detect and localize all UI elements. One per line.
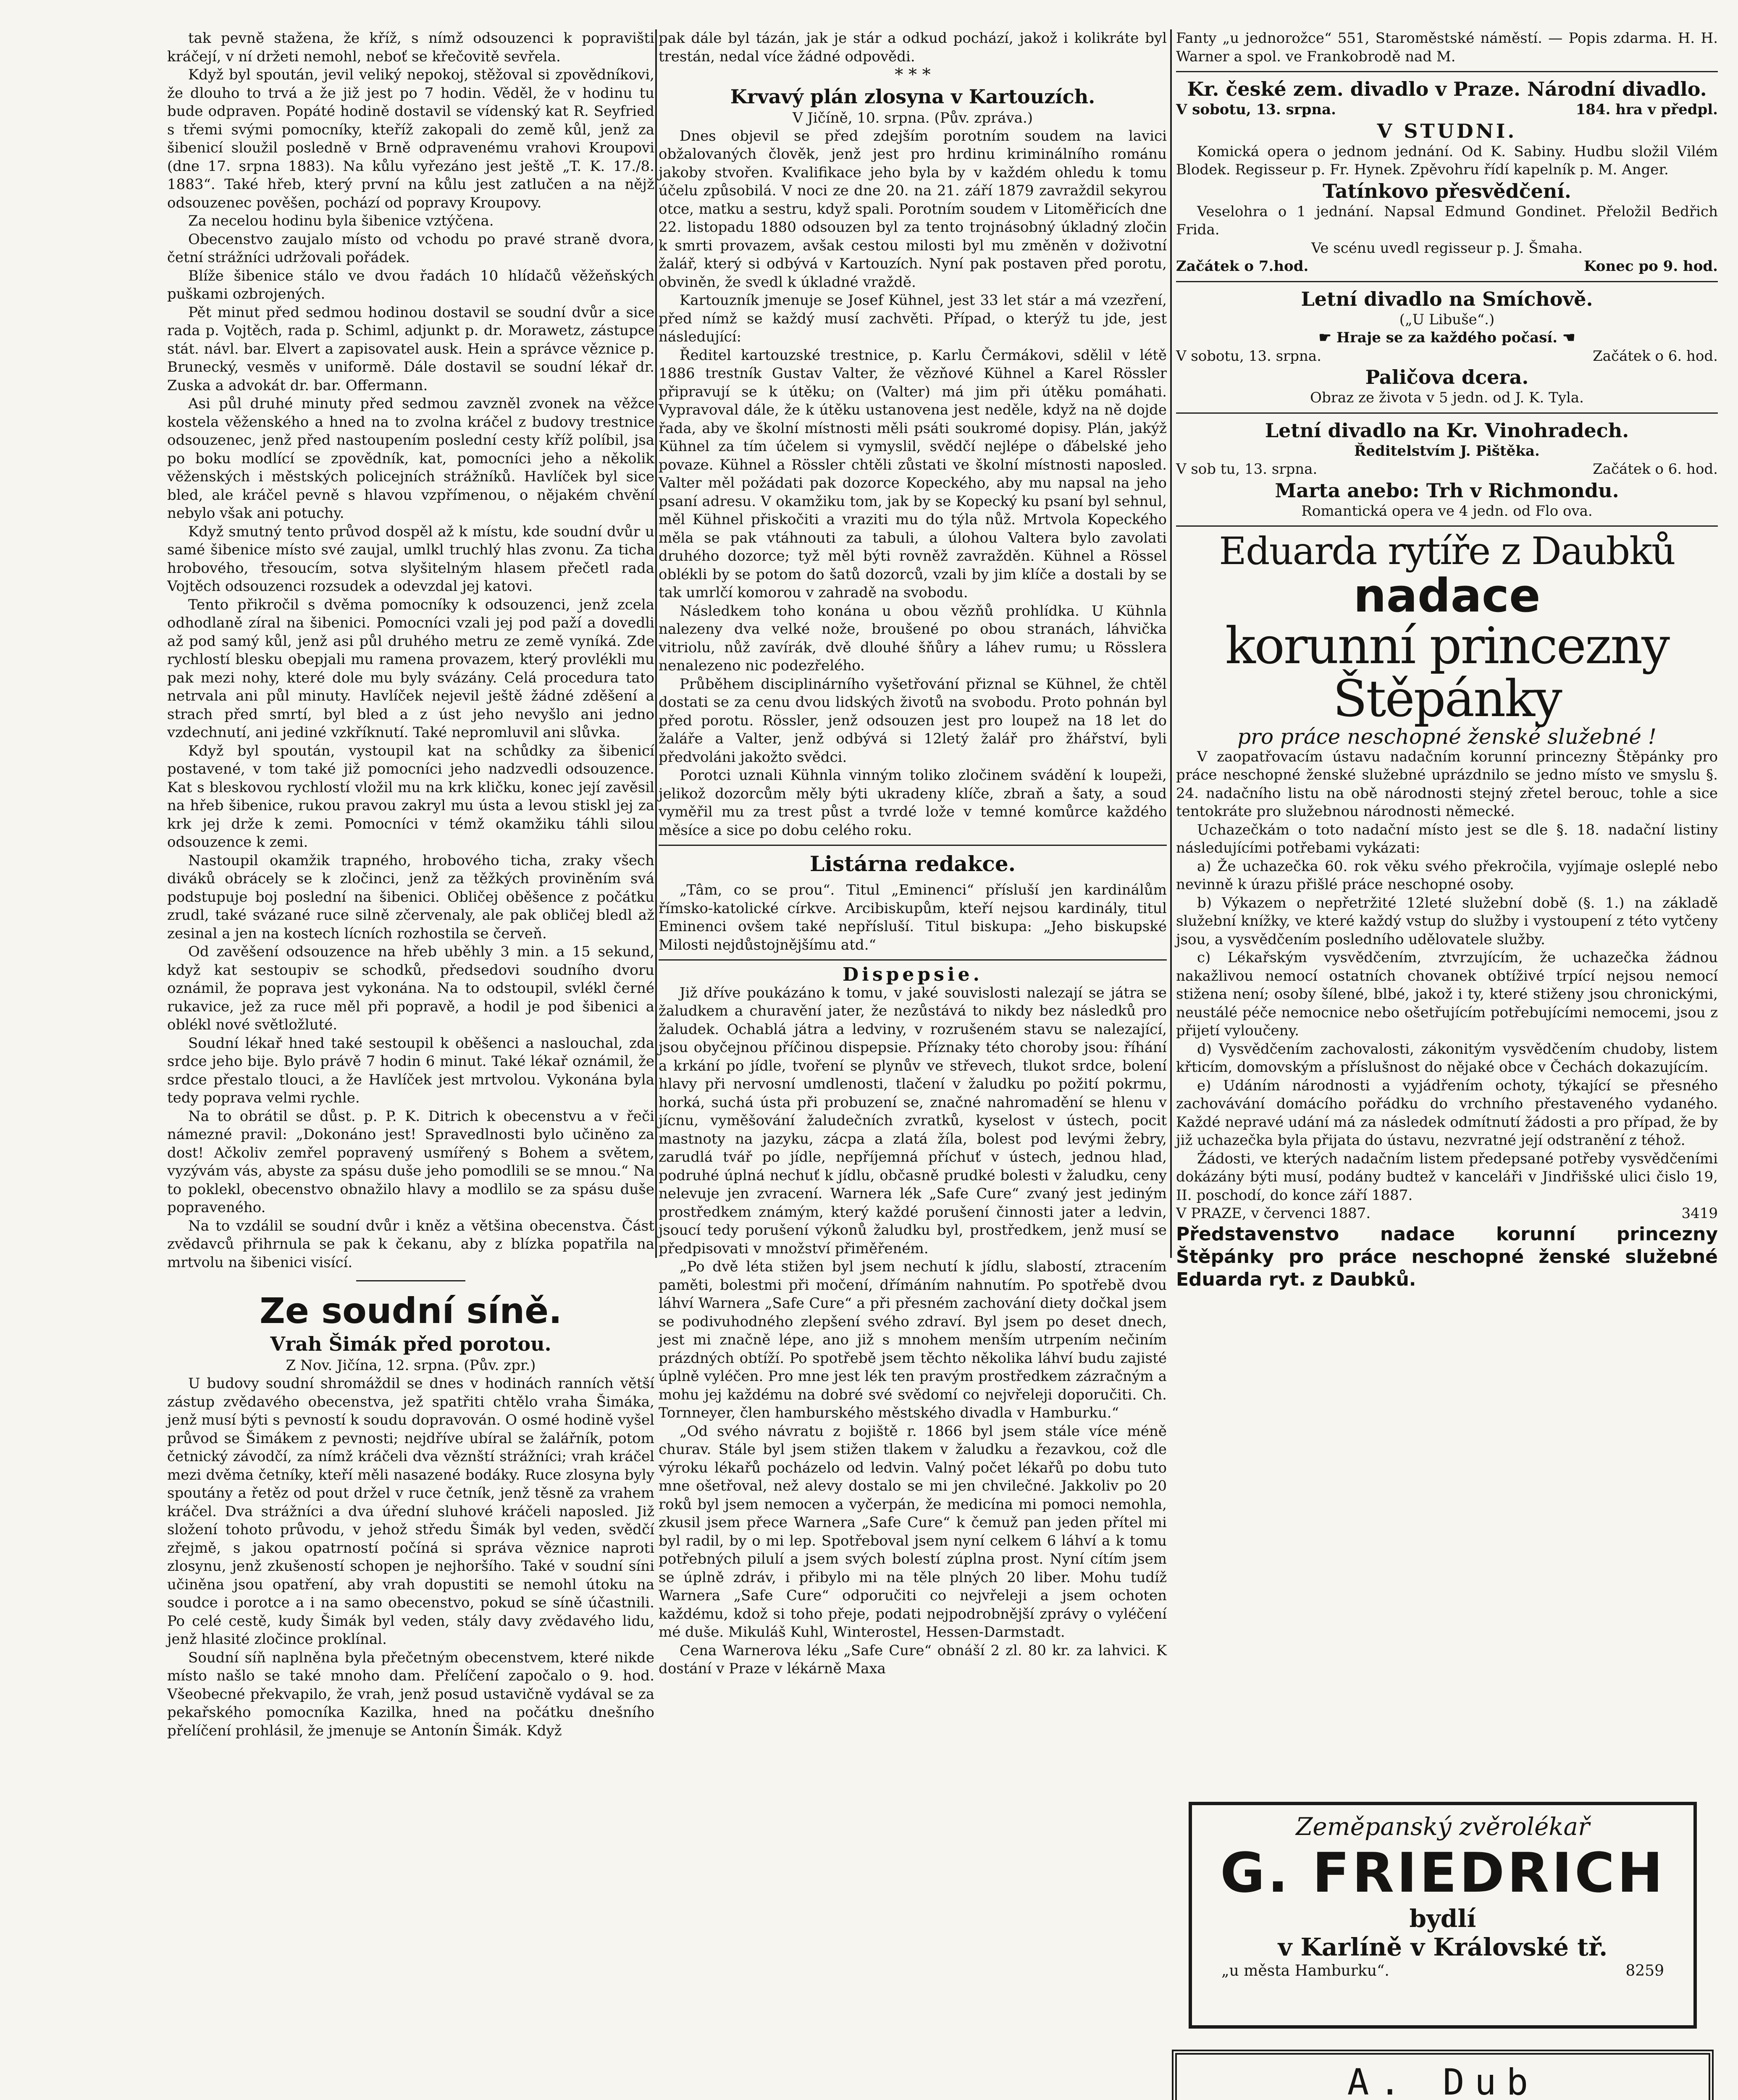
place-date: V PRAZE, v červenci 1887. <box>1176 1205 1371 1222</box>
advert-line-2: v Karlíně v Královské tř. <box>1278 1933 1608 1961</box>
top-text: Fanty „u jednorožce“ 551, Staroměstské náměstí. — Popis zdarma. H. H. Warner a spol. ve Frankobrodě nad M. <box>1176 30 1718 65</box>
paragraph: Soudní síň naplněna byla přečetným obecenstvem, které nikde místo našlo se také mnoho dam. Přelíčení započalo o 9. hod. Všeobecné překvapilo, že vrah, jenž posud ustavičně vydával se za pekařského pomocníka Kazilka, hned na počátku dnešního přelíčení prohlásil, že jmenuje se Antonín Šimák. Když <box>167 1649 654 1739</box>
theatre-times <box>1176 257 1718 276</box>
paragraph: Porotci uznali Kühnla vinným toliko zločinem svádění k loupeži, jelikož dozorcům měly býti ukradeny klíče, zbraň a šaty, a soud vyměřil mu za trest půst a tvrdé lože v temné komůrce každého měsíce a sice po dobu celého roku. <box>659 767 1167 839</box>
column-rule <box>1170 29 1172 1258</box>
list-item: d) Vysvědčením zachovalosti, zákonitým vysvědčením chudoby, listem křticím, domovským a příslušnost do nějaké obce v Čechách dokazujícím. <box>1176 1040 1718 1076</box>
play-title-2: Tatínkovo přesvědčení. <box>1323 179 1571 202</box>
list-item: a) Že uchazečka 60. rok věku svého překročila, vyjímaje osleplé nebo nevinně k úrazu přišlé práce neschopné osoby. <box>1176 858 1718 893</box>
end-time: Konec po 9. hod. <box>1584 258 1718 275</box>
dub-advert <box>1172 2050 1714 2100</box>
listarna-title: Listárna redakce. <box>809 851 1016 876</box>
paragraph: Za necelou hodinu byla šibenice vztýčena. <box>188 213 494 229</box>
play-title-3: Paličova dcera. <box>1365 366 1529 388</box>
article-title: Krvavý plán zlosyna v Kartouzích. <box>730 85 1095 108</box>
theatre2-start: Začátek o 6. hod. <box>1593 347 1718 365</box>
divider <box>356 1280 465 1281</box>
paragraph: U budovy soudní shromáždil se dnes v hodinách ranních větší zástup zvědavého obecenstva, jež spatřiti chtělo vraha Šimáka, jenž musí býti s pevností k soudu dopravován. O osmé hodině vyšel průvod se Šimákem z pevnosti; nejdříve ubíral se žalářník, potom četnický závodčí, za nímž kráčeli dva věznští strážníci; vrah kráčel mezi dvěma četníky, kteří měli nasazené bodáky. Ruce zlosyna byly spoutány a řetěz od pout držel v ruce četník, jenž těsně za vrahem kráčel. Dva strážníci a dva úřední sluhové kráčeli naposled. Již složení tohoto průvodu, v jehož středu Šimák byl veden, svědčí zřejmě, s jakou opatrností počíná si správa věznice naproti zlosynu, jenž zkušeností schopen je nejhoršího. Také v soudní síni učiněna jsou opatření, aby vrah dopustiti se nemohl útoku na soudce i porotce a i na samo obecenstvo, pokud se síně účastnili. Po celé cestě, kudy Šimák byl veden, stály davy zvědavého lidu, jenž hlasité zločince proklínal. <box>167 1375 654 1648</box>
column1-paragraphs <box>167 29 654 1272</box>
nadace-footer <box>1176 1205 1718 1223</box>
theatre-date: V sobotu, 13. srpna. <box>1176 101 1336 118</box>
dispepsie-paragraphs <box>659 984 1167 1678</box>
theatre-perf: 184. hra v předpl. <box>1575 101 1718 118</box>
list-item: c) Lékařským vysvědčením, ztvrzujícím, že uchazečka žádnou nakažlivou nemocí ostatních chovanek obtíživé trpící nejsou nemocí stižena není; osoby šílené, blbé, jakož i ty, které stiženy jsou chronickými, neustálé péče nemocnice nebo ošetřujícím potřebujícími nemocemi, jsou z přijetí vyloučeny. <box>1176 949 1718 1039</box>
nadace-outro: Žádosti, ve kterých nadačním listem předepsané potřeby vysvědčeními dokázány býti musí, podány budtež v kanceláři v Jindřišské ulici čislo 19, II. poschodí, do konce září 1887. <box>1176 1150 1718 1204</box>
list-item: e) Udáním národnosti a vyjádřením ochoty, týkající se přesného zachovávání domácího pořádku do vrchního přestaveného vydaného. Každé nepravé udání má za následek odmítnutí žádosti a pro případ, že by již uchazečka byla přijata do ústavu, nezvratné její odstranění z téhož. <box>1176 1077 1718 1149</box>
theatre-title-3: Letní divadlo na Kr. Vinohradech. <box>1265 419 1629 442</box>
paragraph: Průběhem disciplinárního vyšetřování přiznal se Kühnel, že chtěl dostati se za cenu dvou lidských životů na svobodu. Proto pohnán byl před porotu. Rössler, jenž odsouzen jest pro loupež na 18 let do žaláře a Valter, jenž odbývá si 12letý žalář pro žhářství, byli předvoláni jakožto svědci. <box>659 675 1167 766</box>
column-rule <box>655 29 657 1258</box>
note-text: Hraje se za každého počasí. <box>1336 329 1558 346</box>
paragraph: Když byl spoután, vystoupil kat na schůdky za šibenicí postavené, v tom také již pomocníci jeho nadzvedli odsouzence. Kat s bleskovou rychlostí vložil mu na krk kličku, konec její zavěsil na hřeb šibenice, rukou pravou zakryl mu ústa a levou stiskl jej za krk jej drže k zemi. Pomocníci v témž okamžiku táhli silou odsouzence k zemi. <box>167 742 654 850</box>
paragraph: Blíže šibenice stálo ve dvou řadách 10 hlídačů věžeňských puškami ozbrojených. <box>167 267 654 302</box>
dateline: V Jičíně, 10. srpna. (Pův. zpráva.) <box>792 109 1033 126</box>
theatre2-date: V sobotu, 13. srpna. <box>1176 347 1322 365</box>
paragraph: „Po dvě léta stižen byl jsem nechutí k jídlu, slabostí, ztracením paměti, bolestmi při močení, dřímáním nahnutím. Po spotřebě dvou láhví Warnera „Safe Cure“ a při přesném zachování diety dočkal jsem se podivuhodného zlepšení svého zdraví. Byl jsem po deset dnech, jest mi značně lépe, ano již s mnohem menším utrpením nečiním prázdných obtíží. Po spotřebě jsem těchto několika láhví budu zajisté úplně vyléčen. Pro mne jest lék ten pravým prostředkem zázračným a mohu jej každému na dobré své svědomí co nejvřeleji doporučiti. Ch. Tornneyer, člen hamburského městského divadla v Hamburku.“ <box>659 1258 1167 1421</box>
play-title-4: Marta anebo: Trh v Richmondu. <box>1275 479 1619 502</box>
paragraph: „Od svého návratu z bojiště r. 1866 byl jsem stále více méně churav. Stále byl jsem stižen tlakem v žaludku a řezavkou, což dle výroku lékařů pocházelo od ledvin. Valný počet lékařů po dobu tuto mne ošetřoval, než alevy dostalo se mi jen chvilečné. Jakkoliv po 20 roků byl jsem nemocen a vyčerpán, že medicína mi pomoci nemohla, zkusil jsem přece Warnera „Safe Cure“ k čemuž pan jeden přítel mi byl radil, by o mi lep. Spotřeboval jsem nyní celkem 6 láhví a k tomu potřebných pilulí a jsem svých bolestí zúplna prost. Nyní cítím jsem se úplně zdráv, i přibylo mi na těle plných 20 liber. Mohu tudíž Warnera „Safe Cure“ odporučiti co nejvřeleji a jsem ochoten každému, kdož si toho přeje, podati nejpodrobnější zprávy o vyléčení mé duše. Mikuláš Kuhl, Winterostel, Hessen-Darmstadt. <box>659 1423 1167 1641</box>
rule <box>1176 412 1718 414</box>
paragraph: Kartouzník jmenuje se Josef Kühnel, jest 33 let stár a má vzezření, před nímž se každý musí zachvěti. Případ, o kterýž tu jde, jest následující: <box>659 292 1167 345</box>
paragraph: Když smutný tento průvod dospěl až k místu, kde soudní dvůr u samé šibenice místo své zaujal, umlkl truchlý hlas zvonu. Za ticha hrobového, třesoucím, sotva slyšitelným hlasem přečetl rada Vojtěch odsouzenci rozsudek a odevzdal jej katovi. <box>167 523 654 595</box>
advert-number: 8259 <box>1625 1962 1664 1979</box>
rule <box>1176 71 1718 72</box>
paragraph: Již dříve poukázáno k tomu, v jaké souvislosti nalezají se játra se žaludkem a churavění jater, že nezůstává to nikdy bez následků pro žaludek. Ochablá játra a ledviny, v rozrušeném stavu se nalezající, jsou obyčejnou příčinou dispepsie. Příznaky této choroby jsou: říhání a krkání po jídle, tvoření se plynův ve střevech, tlukot srdce, bolení hlavy při nervosní umdlenosti, tlačení v žaludku po požití pokrmu, horká, suchá ústa při probuzení se, značné nahromadění se hlenu v jícnu, vyměšování žaludečních zvratků, kyselost v ústech, pocit mastnoty na jazyku, zácpa a zlatá žíla, bolest pod levými žebry, zarudlá tvář po jídle, nepříjemná příchuť v ústech, jednou hlad, podruhé úplná nechuť k jídlu, občasně prudké bolesti v žaludku, ceny nelevuje jen zvracení. Warnera lék „Safe Cure“ zvaný jest jediným prostředkem známým, který každé porušení činnosti jater a ledvin, jsoucí tedy porušení výkonů žaludku byl, prostředkem, jenž musí se předpisovati v množství přiměřeném. <box>659 984 1167 1257</box>
intro-text: pak dále byl tázán, jak je stár a odkud pochází, jakož i kolikráte byl trestán, nedal více žádné odpovědi. <box>659 30 1167 65</box>
paragraph: Když byl spoután, jevil veliký nepokoj, stěžoval si zpovědníkovi, že dlouho to trvá a že již jest po 7 hodin. Věděl, že v hodinu tu bude odpraven. Popáté hodině dostavil se vídenský kat R. Seyfried s třemi svými pomocníky, kteříž zakopali do země kůl, jenž za šibenicí sloužil posledně v Brně odpravenému vrahovi Kroupovi (dne 17. srpna 1883). Na kůlu vyřezáno jest ještě „T. K. 17./8. 1883“. Také hřeb, který první na kůlu jest zatlučen a na nějž odsouzenec pověšen, pochází od popravy Kroupovy. <box>167 66 654 211</box>
rule <box>659 845 1167 846</box>
dispepsie-title: Dispepsie. <box>843 964 983 985</box>
friedrich-advert <box>1189 1802 1697 2029</box>
paragraph: tak pevně stažena, že kříž, s nímž odsouzenci k popravišti kráčejí, v ní držeti nemohl, neboť se křečovitě sevřela. <box>167 30 654 65</box>
advert-house: „u města Hamburku“. <box>1221 1962 1389 1979</box>
nadace-line-1: Eduarda rytíře z Daubků <box>1219 529 1675 573</box>
paragraph: Obecenstvo zaujalo místo od vchodu po pravé straně dvora, četní strážníci udržovali pořádek. <box>167 231 654 266</box>
nadace-line-2: nadace <box>1353 568 1541 622</box>
paragraph: Ředitel kartouzské trestnice, p. Karlu Čermákovi, sdělil v létě 1886 trestník Gustav Valter, že vězňové Kühnel a Karel Rössler připravují se k útěku; on (Valter) má jim při útěku pomáhati. Vypravoval dále, že k útěku ustanovena jest neděle, když na ně dojde řada, aby ve školní místnosti měli psáti soukromé dopisy. Plán, jakýž Kühnel za tím účelem si vymyslil, svědčí nejlépe o ďábelské jeho povaze. Kühnel a Rössler chtěli zůstati ve školní místnosti naposled. Valter měl požádati pak dozorce Kopeckého, aby mu napsal na jeho psaní adresu. V okamžiku tom, jak by se Kopecký ku psaní byl sehnul, měl Kühnel přiskočiti a vraziti mu do týla nůž. Mrtvola Kopeckého měla se pak vtáhnouti za tabuli, a úlohou Valtera bylo zavolati druhého dozorce; tyž měl býti rovněž zavražděn. Kühnel a Rössel oblékli by se potom do šatů dozorců, vzali by jim klíče a dostali by se tak umrlčí komorou v zahradě na svobodu. <box>659 346 1167 601</box>
paragraph: Od zavěšení odsouzence na hřeb uběhly 3 min. a 15 sekund, když kat sestoupiv se schodků, předsedovi soudního dvoru oznámil, že poprava jest vykonána. Na to odstoupil, svlékl černé rukavice, jež za ruce měl při popravě, a hodil je pod šibenici a oblékl nové světložluté. <box>167 943 654 1033</box>
paragraph: Na to vzdálil se soudní dvůr i kněz a většina obecenstva. Část zvědavců přihrnula se pak k čekanu, aby z blízka popatřila na mrtvolu na šibenici visící. <box>167 1217 654 1271</box>
article-title: Vrah Šimák před porotou. <box>270 1333 551 1355</box>
nadace-items <box>1176 858 1718 1150</box>
paragraph: Následkem toho konána u obou vězňů prohlídka. U Kühnla nalezeny dva velké nože, broušené po obou stranách, láhvička vitriolu, nůž zavírák, dvě dlouhé šňůry a láhev rumu; u Rösslera nenalezeno nic podezřelého. <box>659 602 1167 674</box>
advert-footer <box>1205 1961 1681 1981</box>
play-desc-5: Romantická opera ve 4 jedn. od Flo ova. <box>1301 502 1593 520</box>
ad-number: 3419 <box>1681 1205 1718 1222</box>
rule <box>659 959 1167 961</box>
nadace-line-4: pro práce neschopné ženské služebné ! <box>1237 724 1657 749</box>
paragraph: Pět minut před sedmou hodinou dostavil se soudní dvůr a sice rada p. Vojtěch, rada p. Schiml, adjunkt p. dr. Morawetz, zástupce stát. návl. bar. Elvert a zapisovatel ausk. Hein a správce věznice p. Brunecký, vesměs v uniformě. Dále dostavil se soudní lékař dr. Zuska a advokát dr. bar. Offermann. <box>167 304 654 394</box>
column-2 <box>659 29 1167 1677</box>
paragraph: Na to obrátil se důst. p. P. K. Ditrich k obecenstvu a v řeči námezné pravil: „Dokonáno jest! Spravedlnosti bylo učiněno za dost! Ačkoliv zemřel popravený usmířený s Bohem a světem, vyzývám vás, abyste za spásu duše jeho pomodlili se se mnou.“ Na to poklekl, obecenstvo obnažilo hlavy a modlilo se za spásu duše popraveného. <box>167 1108 654 1216</box>
article-paragraphs <box>659 127 1167 840</box>
theatre3-date-row <box>1176 460 1718 479</box>
theatre-title-2: Letní divadlo na Smíchově. <box>1301 287 1593 310</box>
paragraph: Asi půl druhé minuty před sedmou zavzněl zvonek na věžce kostela věženského a hned na to zvolna kráčel z budovy trestnice odsouzenec, jenž před nastoupením poslední cesty kříž políbil, jsa po boku modlící se zpovědník, kat, pomocníci jeho a několik věženských i městských policejních strážníků. Havlíček byl sice bled, ale kráčel pevně s hlavou vzpřímenou, o nějakém chvění nebylo však ani potuchy. <box>167 395 654 522</box>
play-desc: Komická opera o jednom jednání. Od K. Sabiny. Hudbu složil Vilém Blodek. Regisseur p. Fr. Hynek. Zpěvohru řídí kapelník p. M. Anger. <box>1176 143 1718 178</box>
nadace-signature: Představenstvo nadace korunní princezny Štěpánky pro práce neschopné ženské služebné Eduarda ryt. z Daubků. <box>1176 1223 1718 1290</box>
dateline: Z Nov. Jičína, 12. srpna. (Pův. zpr.) <box>286 1357 536 1374</box>
play-desc-4: Obraz ze života v 5 jedn. od J. K. Tyla. <box>1310 389 1584 406</box>
advert-name: G. FRIEDRICH <box>1220 1841 1665 1905</box>
theatre2-date-row <box>1176 347 1718 366</box>
advert-script: Zeměpanský zvěrolékař <box>1296 1812 1590 1841</box>
paragraph: Tento přikročil s dvěma pomocníky k odsouzenci, jenž zcela odhodlaně zíral na šibenici. Pomocníci vzali jej pod paží a dovedli až pod samý kůl, jenž asi půl druhého metru ze země vyníká. Zde rychlostí blesku obepjali mu ramena provazem, který provlékli mu pak mezi nohy, které dole mu byly svázány. Celá procedura tato netrvala ani půl minuty. Havlíček nejevil ještě žádné zděšení a strach před smrtí, byl bled a z úst jeho nevyšlo ani jedno vzdechnutí, ani jediné vzkříknutí. Také nepromluvil ani slůvka. <box>167 596 654 741</box>
rule <box>1176 525 1718 527</box>
start-time: Začátek o 7.hod. <box>1176 258 1309 275</box>
list-item: b) Výkazem o nepřetržité 12leté služební době (§. 1.) na základě služební knížky, ve které každý vstup do služby i vystoupení z této vytčeny jsou, a vysvědčením posledního udělovatele služby. <box>1176 894 1718 948</box>
theatre3-date: V sob tu, 13. srpna. <box>1176 461 1318 478</box>
advert-line-1: bydlí <box>1409 1904 1476 1933</box>
theatre-subtitle: („U Libuše“.) <box>1399 311 1495 328</box>
paragraph: Cena Warnerova léku „Safe Cure“ obnáší 2 zl. 80 kr. za lahvici. K dostání v Praze v lékárně Maxa <box>659 1642 1167 1677</box>
column-3 <box>1176 29 1718 1821</box>
nadace-line-3: korunní princezny Štěpánky <box>1225 617 1669 728</box>
theatre-director: Ředitelstvím J. Pištěka. <box>1354 442 1540 459</box>
nadace-intro: V zaopatřovacím ústavu nadačním korunní princezny Štěpánky pro práce neschopné ženské služebné uprázdnilo se jedno místo ve smyslu §. 24. nadačního listu na obě národnosti stejný zřetel berouc, tohle a sice tentokráte pro služebnou národnosti německé. <box>1176 748 1718 820</box>
separator-stars: * * * <box>895 65 931 84</box>
theatre3-start: Začátek o 6. hod. <box>1593 461 1718 478</box>
theatre-title: Kr. české zem. divadlo v Praze. Národní divadlo. <box>1187 78 1707 100</box>
theatre-date-row <box>1176 101 1718 119</box>
play-desc-3: Ve scénu uvedl regisseur p. J. Šmaha. <box>1311 239 1583 257</box>
paragraph: Dnes objevil se před zdejším porotním soudem na lavici obžalovaných člověk, jenž jest pro hrdinu kriminálního románu jakoby stvořen. Kvalifikace jeho byla by v každém ohledu k tomu účelu způsobilá. V noci ze dne 20. na 21. září 1879 zavraždil sekyrou otce, matku a sestru, když spali. Porotním soudem v Litoměřicích dne 22. listopadu 1880 odsouzen byl za tento trojnásobný úkladný zločin k smrti provazem, avšak cestou milosti byl mu změněn v doživotní žalář, který si odbývá v Kartouzích. Nyní pak postaven před porotu, obviněn, že svedl k úkladné vraždě. <box>659 127 1167 291</box>
play-title: V STUDNI. <box>1377 119 1517 142</box>
article-paragraphs <box>167 1375 654 1740</box>
column-1 <box>167 29 654 1739</box>
listarna-text: „Tâm, co se prou“. Titul „Eminenci“ přísluší jen kardinálům římsko-katolické církve. Arcibiskupům, kteří nejsou kardinály, titul Eminenci ovšem také nepřísluší. Titul biskupa: „Jeho biskupské Milosti nejdůstojnějšímu atd.“ <box>659 882 1167 953</box>
paragraph: Soudní lékař hned také sestoupil k oběšenci a naslouchal, zda srdce jeho bije. Bylo právě 7 hodin 6 minut. Také lékař oznámil, že srdce přestalo tlouci, a že Havlíček jest mrtvolou. Vykonána byla tedy poprava velmi rychle. <box>167 1034 654 1106</box>
advert-name: A. Dub <box>1347 2061 1538 2100</box>
play-desc-2: Veselohra o 1 jednání. Napsal Edmund Gondinet. Přeložil Bedřich Frida. <box>1176 203 1718 238</box>
nadace-intro-2: Uchazečkám o toto nadační místo jest se dle §. 18. nadační listiny následujícími potřebami vykázati: <box>1176 821 1718 856</box>
rule <box>1176 281 1718 282</box>
theatre-note: ☛ Hraje se za každého počasí. ☚ <box>1318 329 1575 346</box>
paragraph: Nastoupil okamžik trapného, hrobového ticha, zraky všech diváků obrácely se k zločinci, jenž za těžkých proviněním svá podstupuje boj poslední na šibenici. Obličej oběšence z počátku zrudl, také svázané ruce silně zčervenaly, ale pak obličej bledl až zesinal a jen na kostech lícních rozhostila se červeň. <box>167 852 654 942</box>
section-title: Ze soudní síně. <box>259 1290 562 1331</box>
